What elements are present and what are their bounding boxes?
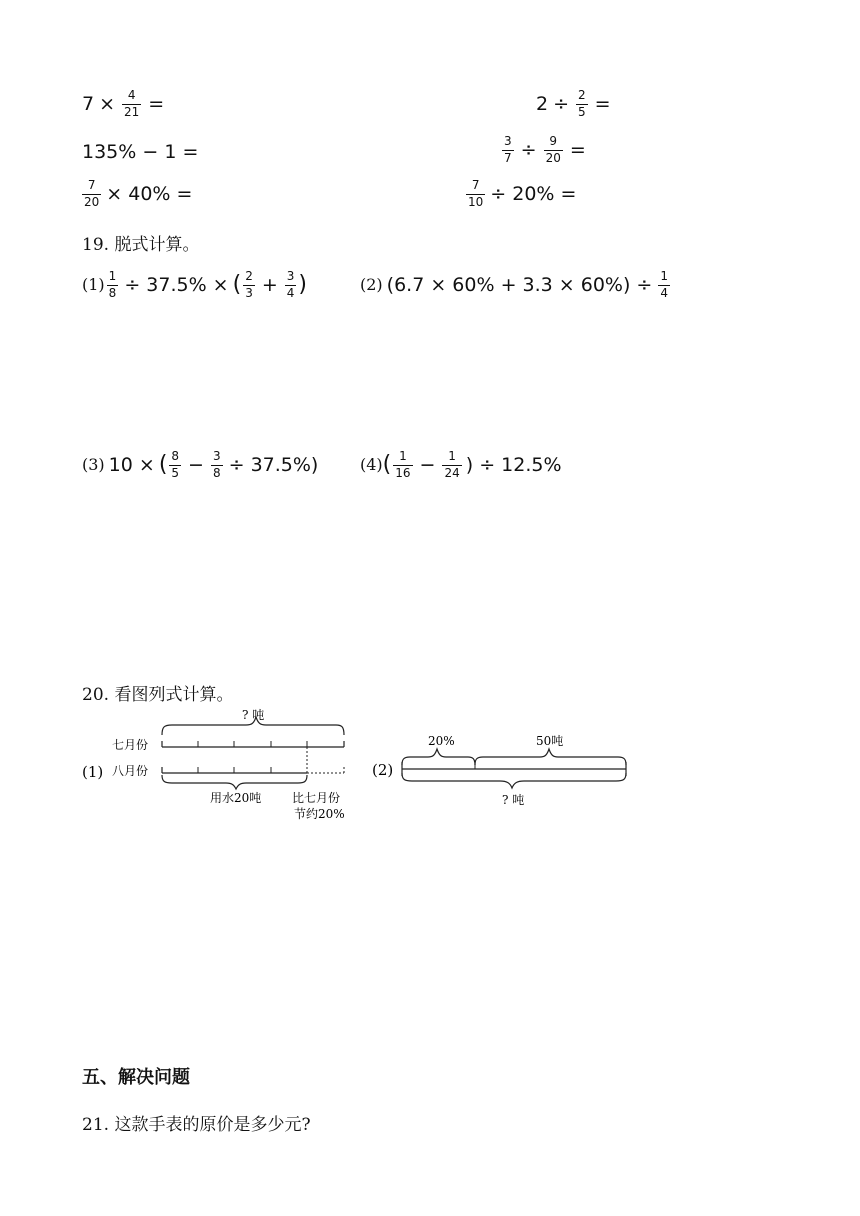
used-brace bbox=[162, 775, 307, 789]
close-paren: ) bbox=[298, 272, 307, 297]
expression-pre: 10 × bbox=[108, 453, 155, 476]
denominator: 21 bbox=[124, 104, 140, 119]
problem-label: (1) bbox=[82, 275, 105, 294]
denominator: 8 bbox=[108, 285, 117, 300]
fraction bbox=[502, 135, 514, 164]
numerator: 3 bbox=[286, 269, 295, 284]
fraction bbox=[122, 89, 141, 118]
total-label: ? 吨 bbox=[502, 793, 525, 807]
save-label-1: 比七月份 bbox=[292, 791, 341, 805]
numerator: 4 bbox=[127, 88, 136, 103]
aug-label: 八月份 bbox=[112, 764, 149, 778]
question-20-title: 20. 看图列式计算。 bbox=[82, 685, 234, 705]
denominator: 3 bbox=[245, 285, 253, 300]
open-paren: ( bbox=[232, 272, 242, 297]
numerator: 1 bbox=[448, 449, 456, 464]
fraction bbox=[442, 450, 461, 479]
tons-label: 50吨 bbox=[536, 734, 564, 748]
q19-problem-2 bbox=[360, 268, 672, 302]
diagram-label: (1) bbox=[82, 763, 104, 781]
fraction bbox=[107, 270, 119, 299]
operator: − bbox=[419, 453, 436, 476]
operand: 2 bbox=[536, 92, 549, 115]
expression-rest: × 40% = bbox=[106, 182, 193, 205]
denominator: 5 bbox=[171, 465, 180, 480]
expression-mid: ÷ 37.5% × bbox=[124, 273, 229, 296]
oral-expr-2 bbox=[536, 88, 616, 120]
expression-text: (6.7 × 60% + 3.3 × 60%) ÷ bbox=[386, 273, 653, 296]
open-paren: ( bbox=[382, 452, 392, 477]
numerator: 8 bbox=[171, 449, 180, 464]
tons-brace bbox=[475, 749, 626, 765]
segment-diagram-1 bbox=[76, 705, 366, 830]
numerator: 7 bbox=[87, 178, 96, 193]
operator: ÷ bbox=[520, 138, 537, 161]
numerator: 2 bbox=[245, 269, 253, 284]
denominator: 20 bbox=[545, 150, 561, 165]
save-label-2: 节约20% bbox=[294, 807, 345, 821]
expression-rest: ÷ 20% = bbox=[490, 182, 577, 205]
fraction bbox=[544, 135, 563, 164]
equals: = bbox=[148, 92, 165, 115]
open-paren: ( bbox=[158, 452, 168, 477]
diagram-label: (2) bbox=[372, 761, 394, 779]
numerator: 3 bbox=[504, 134, 512, 149]
equals: = bbox=[569, 138, 586, 161]
total-label: ? 吨 bbox=[242, 708, 265, 722]
numerator: 3 bbox=[212, 449, 221, 464]
q19-problem-3 bbox=[82, 448, 318, 482]
denominator: 20 bbox=[84, 194, 100, 209]
expression-text: 135% − 1 = bbox=[82, 140, 199, 163]
oral-expr-3 bbox=[82, 140, 198, 164]
numerator: 7 bbox=[471, 178, 480, 193]
pct-label: 20% bbox=[428, 734, 455, 748]
fraction bbox=[169, 450, 181, 479]
problem-label: (4) bbox=[360, 455, 383, 474]
operand: 7 bbox=[82, 92, 95, 115]
used-label: 用水20吨 bbox=[210, 791, 262, 805]
oral-expr-4 bbox=[500, 134, 591, 166]
fraction bbox=[211, 450, 223, 479]
fraction bbox=[82, 179, 101, 208]
numerator: 1 bbox=[660, 269, 668, 284]
pct-brace bbox=[402, 749, 475, 765]
denominator: 5 bbox=[578, 104, 586, 119]
numerator: 9 bbox=[549, 134, 558, 149]
fraction bbox=[466, 179, 485, 208]
july-label: 七月份 bbox=[112, 738, 149, 752]
problem-label: (3) bbox=[82, 455, 105, 474]
problem-label: (2) bbox=[360, 275, 383, 294]
denominator: 7 bbox=[504, 150, 512, 165]
segment-diagram-2 bbox=[370, 725, 635, 815]
operator: + bbox=[261, 273, 278, 296]
fraction bbox=[658, 270, 670, 299]
oral-expr-5 bbox=[80, 178, 192, 210]
operator: × bbox=[99, 92, 116, 115]
question-19-title: 19. 脱式计算。 bbox=[82, 235, 200, 255]
question-21: 21. 这款手表的原价是多少元? bbox=[82, 1115, 311, 1135]
q19-problem-4 bbox=[360, 448, 562, 482]
denominator: 16 bbox=[395, 465, 411, 480]
numerator: 2 bbox=[578, 88, 586, 103]
operator: − bbox=[188, 453, 204, 476]
denominator: 10 bbox=[468, 194, 484, 209]
total-brace bbox=[402, 773, 626, 788]
numerator: 1 bbox=[399, 449, 407, 464]
fraction bbox=[393, 450, 412, 479]
oral-expr-1 bbox=[82, 88, 169, 120]
fraction bbox=[576, 89, 588, 118]
q19-problem-1 bbox=[82, 268, 307, 302]
denominator: 8 bbox=[212, 465, 221, 480]
expression-post: ÷ 37.5%) bbox=[228, 453, 319, 476]
fraction bbox=[285, 270, 297, 299]
denominator: 4 bbox=[286, 285, 295, 300]
numerator: 1 bbox=[108, 269, 117, 284]
denominator: 24 bbox=[444, 465, 460, 480]
fraction bbox=[243, 270, 255, 299]
section-5-heading: 五、解决问题 bbox=[82, 1067, 190, 1088]
equals: = bbox=[594, 92, 611, 115]
expression-post: ) ÷ 12.5% bbox=[465, 453, 562, 476]
operator: ÷ bbox=[553, 92, 570, 115]
denominator: 4 bbox=[660, 285, 668, 300]
oral-expr-6 bbox=[464, 178, 576, 210]
